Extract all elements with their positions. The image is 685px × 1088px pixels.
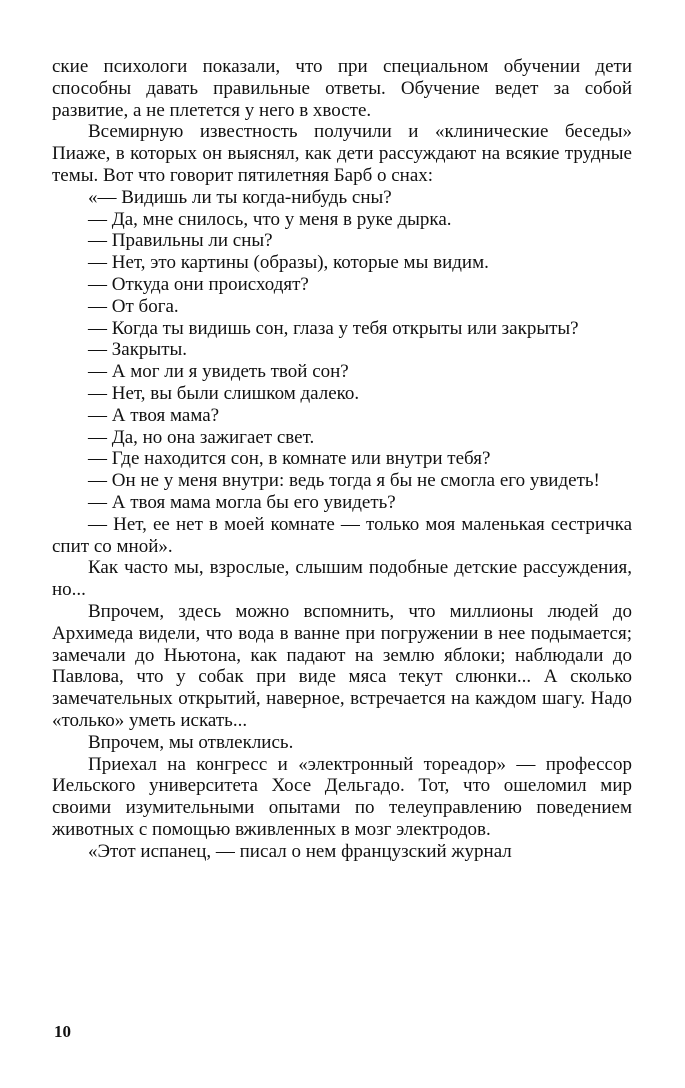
dialogue-line: — А твоя мама? [88, 404, 220, 426]
dialogue-line: — От бога. [88, 295, 179, 317]
page-number: 10 [54, 1022, 71, 1041]
paragraph: Впрочем, здесь можно вспомнить, что миллионы людей до Архимеда видели, что вода в ванне при погружении в нее подымается; замечали до Ньютона, как падают на землю яблоки; наблюдали до Павлова, что у собак при виде мяса текут слюнки... А сколько замечательных открытий, наверное, встречается на каждом шагу. Надо «только» уметь искать... [52, 600, 632, 731]
dialogue-line: — Правильны ли сны? [88, 230, 273, 252]
dialogue-line: — Нет, это картины (образы), которые мы видим. [88, 252, 489, 274]
dialogue-line: — А твоя мама могла бы его увидеть? [88, 491, 396, 513]
dialogue-line: — Да, мне снилось, что у меня в руке дырка. [88, 208, 452, 230]
dialogue-line: — Нет, вы были слишком далеко. [88, 382, 360, 404]
dialogue-line: — Закрыты. [88, 339, 188, 361]
paragraph: «Этот испанец, — писал о нем французский журнал [88, 840, 512, 862]
dialogue-line: — Где находится сон, в комнате или внутри тебя? [88, 448, 491, 470]
dialogue-line: — Он не у меня внутри: ведь тогда я бы не смогла его увидеть! [88, 470, 600, 492]
paragraph: Впрочем, мы отвлеклись. [88, 731, 294, 753]
dialogue-line: — Откуда они происходят? [88, 273, 309, 295]
dialogue-line: — Да, но она зажигает свет. [88, 426, 315, 448]
paragraph: Как часто мы, взрослые, слышим подобные детские рассуждения, но... [52, 557, 632, 601]
dialogue-line: «— Видишь ли ты когда-нибудь сны? [88, 186, 392, 208]
dialogue-line: — А мог ли я увидеть твой сон? [88, 361, 349, 383]
paragraph: Всемирную известность получили и «клинические беседы» Пиаже, в которых он выяснял, как дети рассуждают на всякие трудные темы. Вот что говорит пятилетняя Барб о снах: [52, 121, 632, 186]
dialogue-line: — Когда ты видишь сон, глаза у тебя открыты или закрыты? [88, 317, 579, 339]
paragraph: Приехал на конгресс и «электронный тореадор» — профессор Иельского университета Хосе Дельгадо. Тот, что ошеломил мир своими изумительными опытами по телеуправлению поведением животных с помощью вживленных в мозг электродов. [52, 753, 632, 840]
dialogue-line: — Нет, ее нет в моей комнате — только моя маленькая сестричка спит со мной». [52, 513, 632, 557]
paragraph: ские психологи показали, что при специальном обучении дети способны давать правильные ответы. Обучение ведет за собой развитие, а не плетется у него в хвосте. [52, 56, 632, 121]
body-text [52, 56, 632, 862]
